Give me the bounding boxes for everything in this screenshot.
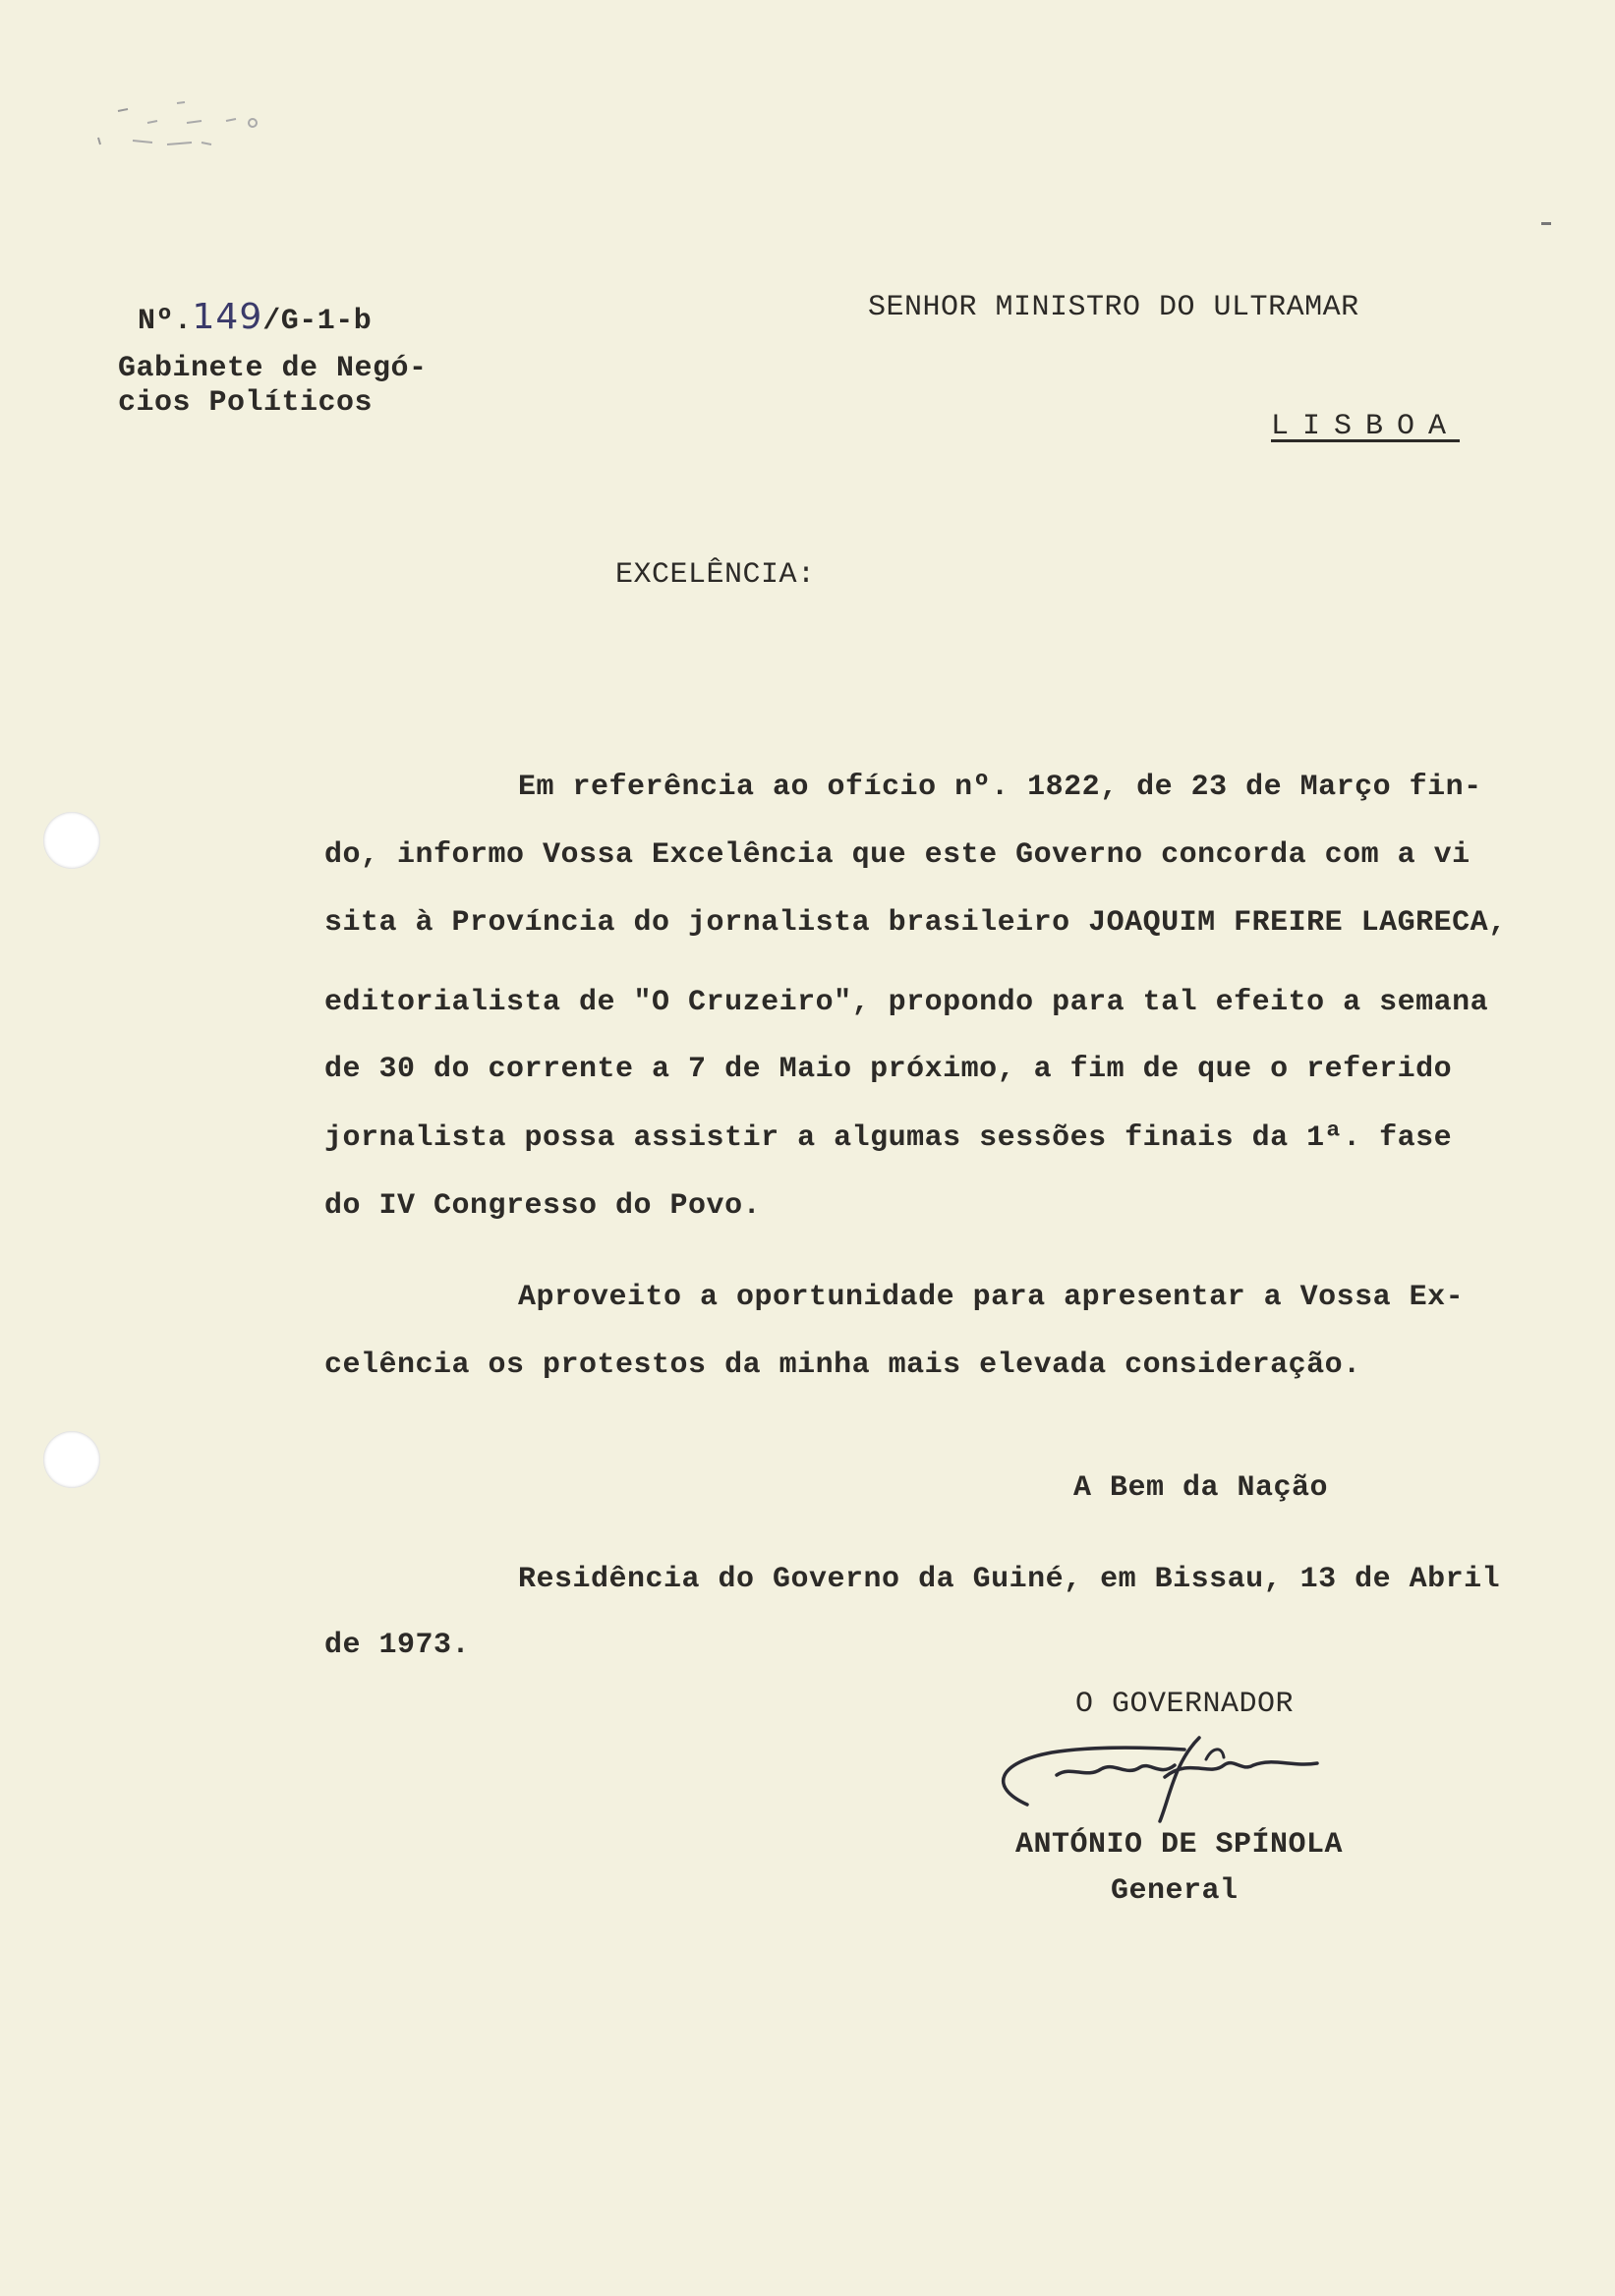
body-line: editorialista de "O Cruzeiro", propondo para tal efeito a semana: [324, 986, 1489, 1019]
signer-rank: General: [1111, 1874, 1239, 1908]
office-line-2: cios Políticos: [118, 386, 374, 420]
reference-prefix: Nº.: [138, 305, 193, 338]
salutation: EXCELÊNCIA:: [615, 558, 816, 592]
stray-mark: [1541, 222, 1551, 225]
body-line: jornalista possa assistir a algumas sessões finais da 1ª. fase: [324, 1121, 1453, 1155]
punch-hole-bottom: [43, 1431, 100, 1488]
office-line-1: Gabinete de Negó-: [118, 352, 428, 385]
city: LISBOA: [1271, 410, 1461, 443]
paper-specks: [79, 93, 275, 162]
reference-suffix: /G-1-b: [262, 305, 373, 338]
addressee: SENHOR MINISTRO DO ULTRAMAR: [868, 291, 1359, 324]
body-line: Em referência ao ofício nº. 1822, de 23 de Março fin-: [518, 771, 1482, 804]
body-line: sita à Província do jornalista brasileiro JOAQUIM FREIRE LAGRECA,: [324, 906, 1507, 940]
reference-number: [138, 297, 372, 338]
body-line: de 30 do corrente a 7 de Maio próximo, a fim de que o referido: [324, 1053, 1453, 1086]
body-line: do IV Congresso do Povo.: [324, 1189, 762, 1223]
punch-hole-top: [43, 812, 100, 869]
place-date-line-1: Residência do Governo da Guiné, em Bissau, 13 de Abril: [518, 1563, 1501, 1596]
body-line: celência os protestos da minha mais elevada consideração.: [324, 1349, 1361, 1382]
place-date-line-2: de 1973.: [324, 1629, 471, 1662]
signer-name: ANTÓNIO DE SPÍNOLA: [1015, 1828, 1344, 1862]
body-line: do, informo Vossa Excelência que este Governo concorda com a vi: [324, 838, 1471, 872]
closing: A Bem da Nação: [1073, 1471, 1329, 1505]
governor-title: O GOVERNADOR: [1075, 1688, 1295, 1721]
handwritten-reference-number: 149: [192, 297, 263, 337]
body-line: Aproveito a oportunidade para apresentar a Vossa Ex-: [518, 1281, 1465, 1314]
handwritten-signature: [978, 1718, 1342, 1826]
